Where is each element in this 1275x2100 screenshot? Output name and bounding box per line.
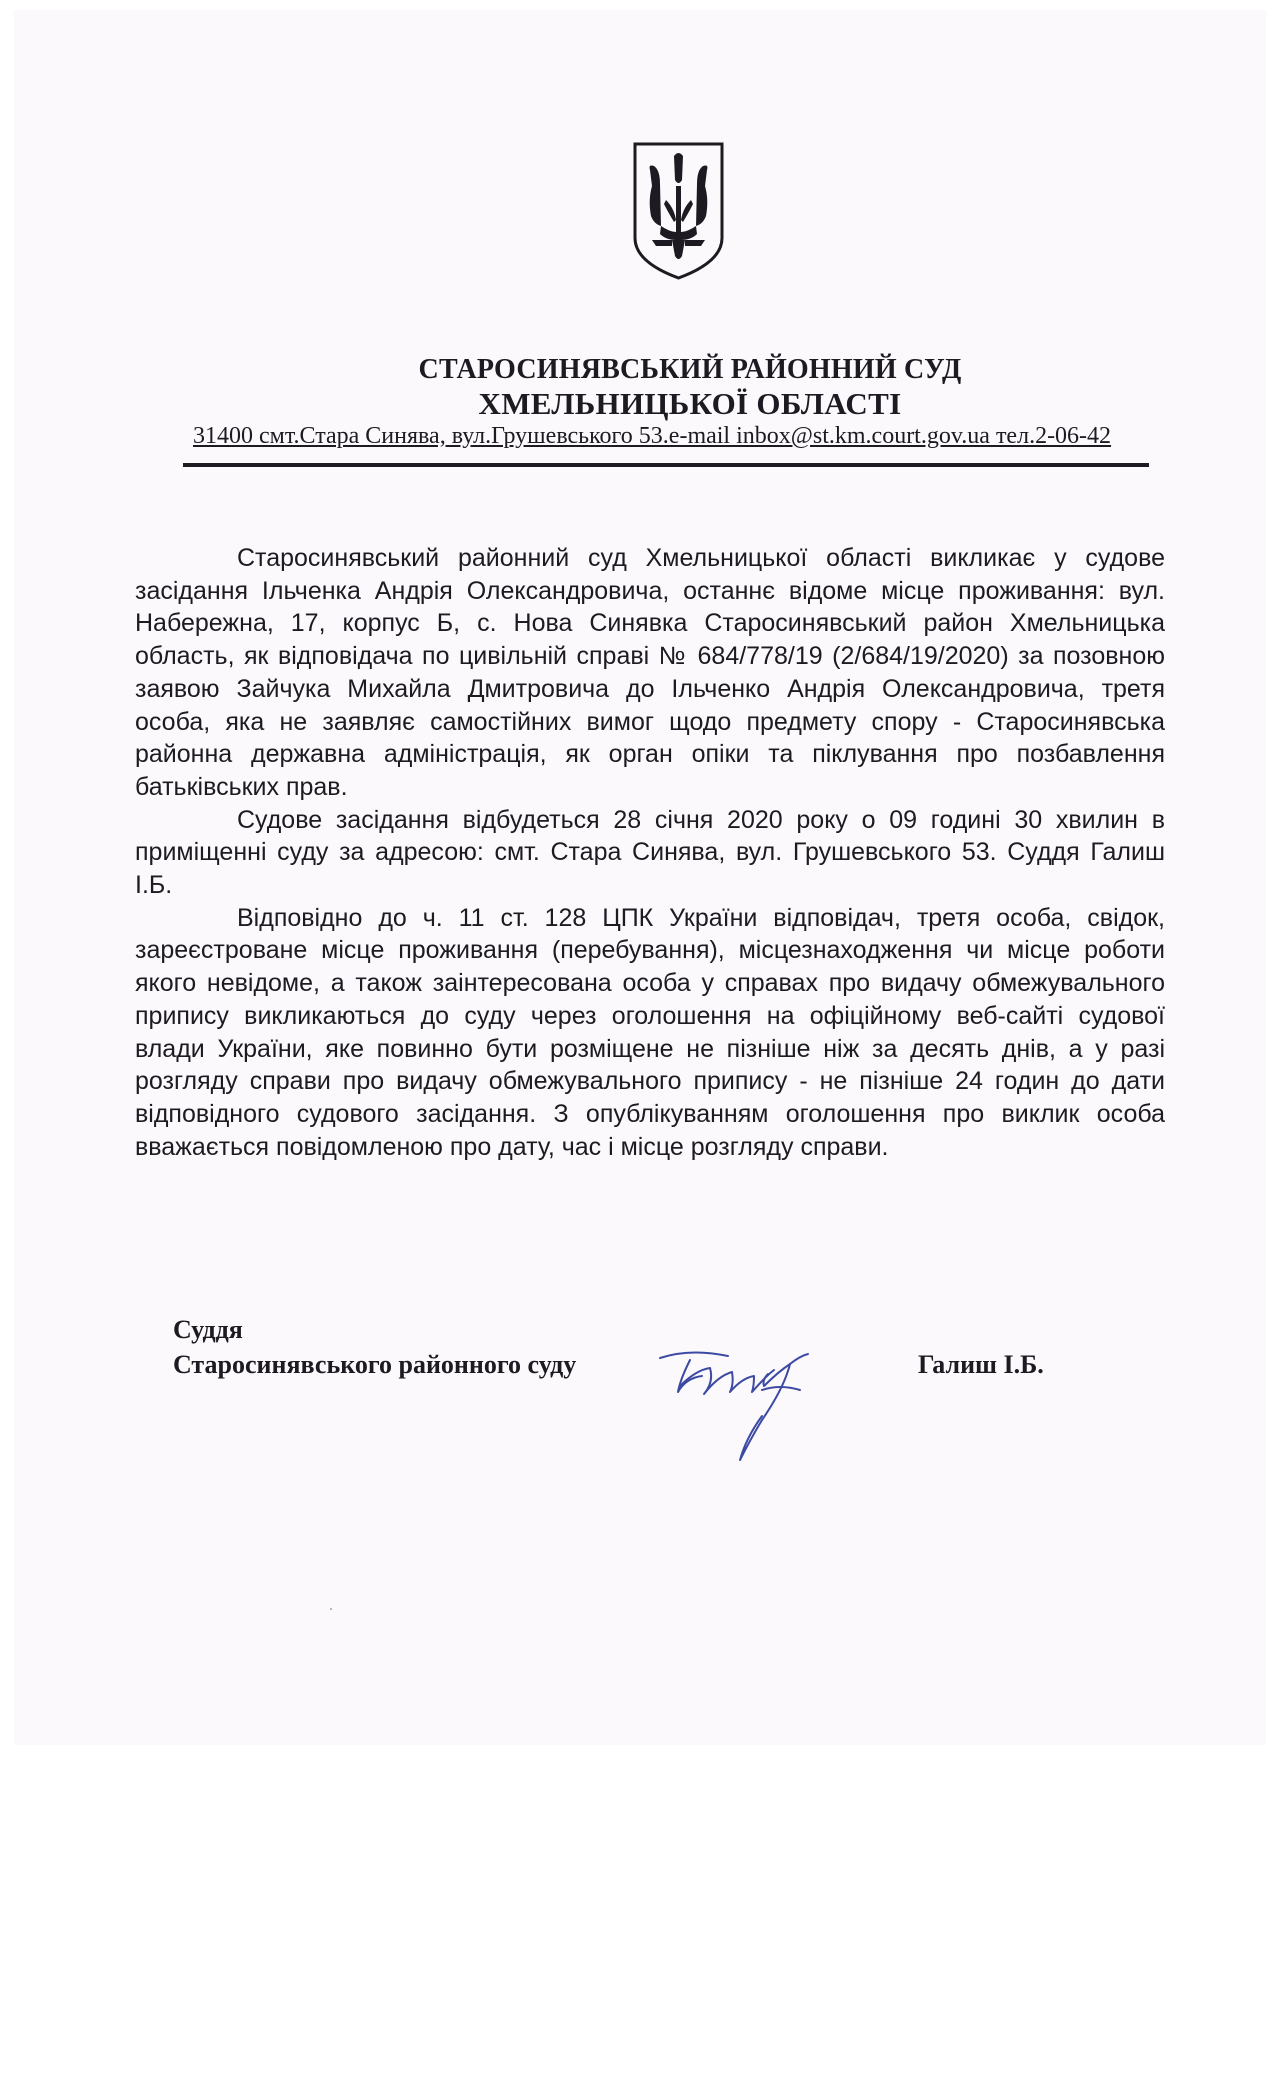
scan-speck [330,1608,332,1610]
header-divider [183,463,1149,467]
court-address-line: 31400 смт.Стара Синява, вул.Грушевського 53.e-mail inbox@st.km.court.gov.ua тел.2-06-42 [193,423,1112,449]
notice-paragraph-legal-basis: Відповідно до ч. 11 ст. 128 ЦПК України відповідач, третя особа, свідок, зареєстроване місце проживання (перебування), місцезнаходження чи місце роботи якого невідоме, а також заінтересована особа у справах про видачу обмежувального припису викликаються до суду через оголошення на офіційному веб-сайті судової влади України, яке повинно бути розміщене не пізніше ніж за десять днів, а у разі розгляду справи про видачу обмежувального припису - не пізніше 24 годин до дати відповідного судового засідання. З опублікуванням оголошення про виклик особа вважається повідомленою про дату, час і місце розгляду справи. [135,903,1165,1161]
handwritten-signature [650,1320,850,1470]
signature-judge-name: Галиш І.Б. [918,1350,1044,1379]
notice-body [135,542,1165,1163]
court-name-line2: ХМЕЛЬНИЦЬКОЇ ОБЛАСТІ [478,386,902,421]
court-name-line1: СТАРОСИНЯВСЬКИЙ РАЙОННИЙ СУД [418,354,962,385]
tryzub-emblem-icon [630,140,727,282]
signature-title-court: Старосинявського районного суду [173,1350,577,1379]
signature-title-judge: Суддя [173,1315,243,1344]
notice-paragraph-summons: Старосинявський районний суд Хмельницької області викликає у судове засідання Ільченка Андрія Олександровича, останнє відоме місце проживання: вул. Набережна, 17, корпус Б, с. Нова Синявка Старосинявський район Хмельницька область, як відповідача по цивільній справі № 684/778/19 (2/684/19/2020) за позовною заявою Зайчука Михайла Дмитровича до Ільченко Андрія Олександровича, третя особа, яка не заявляє самостійних вимог щодо предмету спору - Старосинявська районна державна адміністрація, як орган опіки та піклування про позбавлення батьківських прав. [135,544,1165,801]
notice-paragraph-hearing: Судове засідання відбудеться 28 січня 2020 року о 09 годині 30 хвилин в приміщенні суду за адресою: смт. Стара Синява, вул. Грушевського 53. Суддя Галиш І.Б. [135,805,1165,900]
